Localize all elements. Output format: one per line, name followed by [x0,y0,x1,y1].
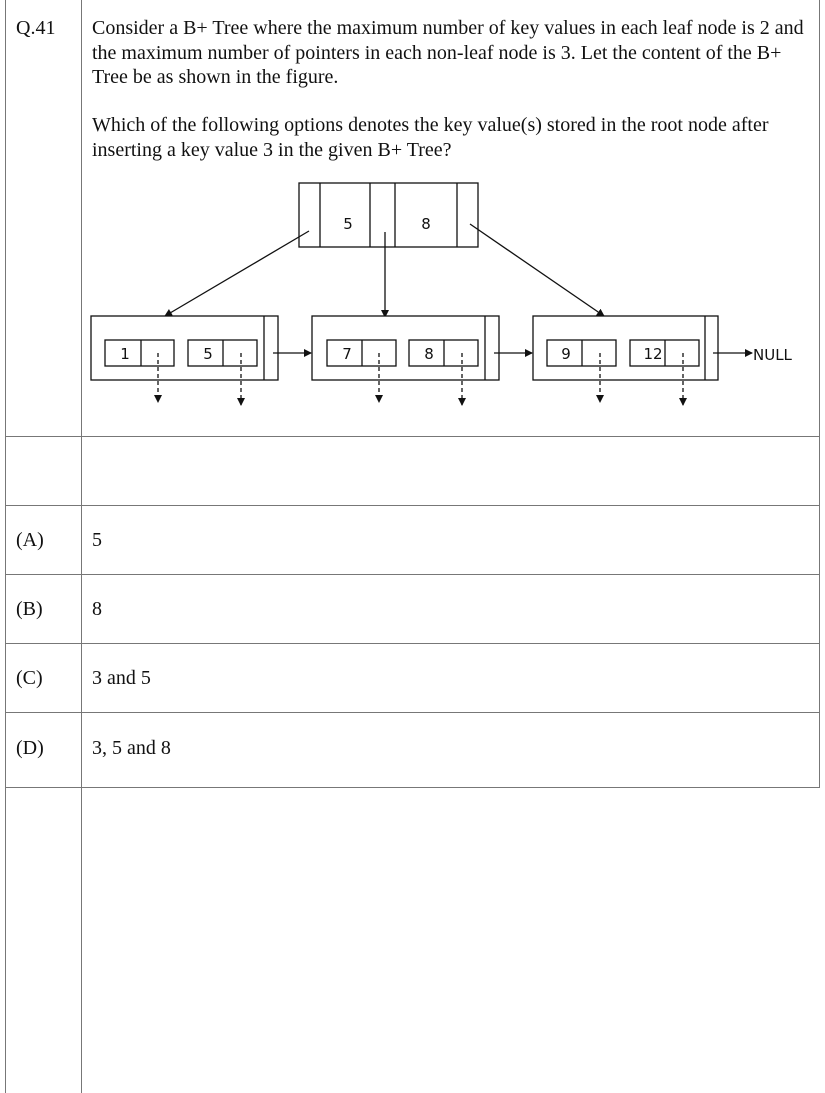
row-divider [5,436,820,437]
root-node [299,183,478,247]
leaf-key: 9 [561,345,571,363]
row-divider [5,787,820,788]
option-c[interactable]: 3 and 5 [92,667,151,689]
option-label-a: (A) [16,529,44,551]
question-paragraph-1: Consider a B+ Tree where the maximum number of key values in each leaf node is 2 and the maximum number of pointers in each non-leaf node is 3. Let the content of the B+ Tree be as shown in the figure. [92,17,804,88]
root-pointer-arrow [470,224,604,316]
row-divider [5,643,820,644]
root-pointer-arrow [165,231,309,316]
leaf-node [312,316,499,405]
leaf-key: 1 [120,345,130,363]
root-key: 5 [343,215,353,233]
leaf-key: 8 [424,345,434,363]
option-a[interactable]: 5 [92,529,102,551]
question-paragraph-2: Which of the following options denotes the key value(s) stored in the root node after inserting a key value 3 in the given B+ Tree? [92,114,769,161]
option-label-b: (B) [16,598,43,620]
option-b[interactable]: 8 [92,598,102,620]
null-label: NULL [753,346,792,364]
row-divider [5,574,820,575]
leaf-key: 7 [342,345,352,363]
bplus-tree-figure [0,0,825,436]
option-label-c: (C) [16,667,43,689]
question-number: Q.41 [16,17,56,39]
leaf-key: 5 [203,345,213,363]
option-label-d: (D) [16,737,44,759]
leaf-node [533,316,718,405]
leaf-key: 12 [643,345,663,363]
root-key: 8 [421,215,431,233]
row-divider [5,712,820,713]
leaf-node [91,316,278,405]
option-d[interactable]: 3, 5 and 8 [92,737,171,759]
row-divider [5,505,820,506]
